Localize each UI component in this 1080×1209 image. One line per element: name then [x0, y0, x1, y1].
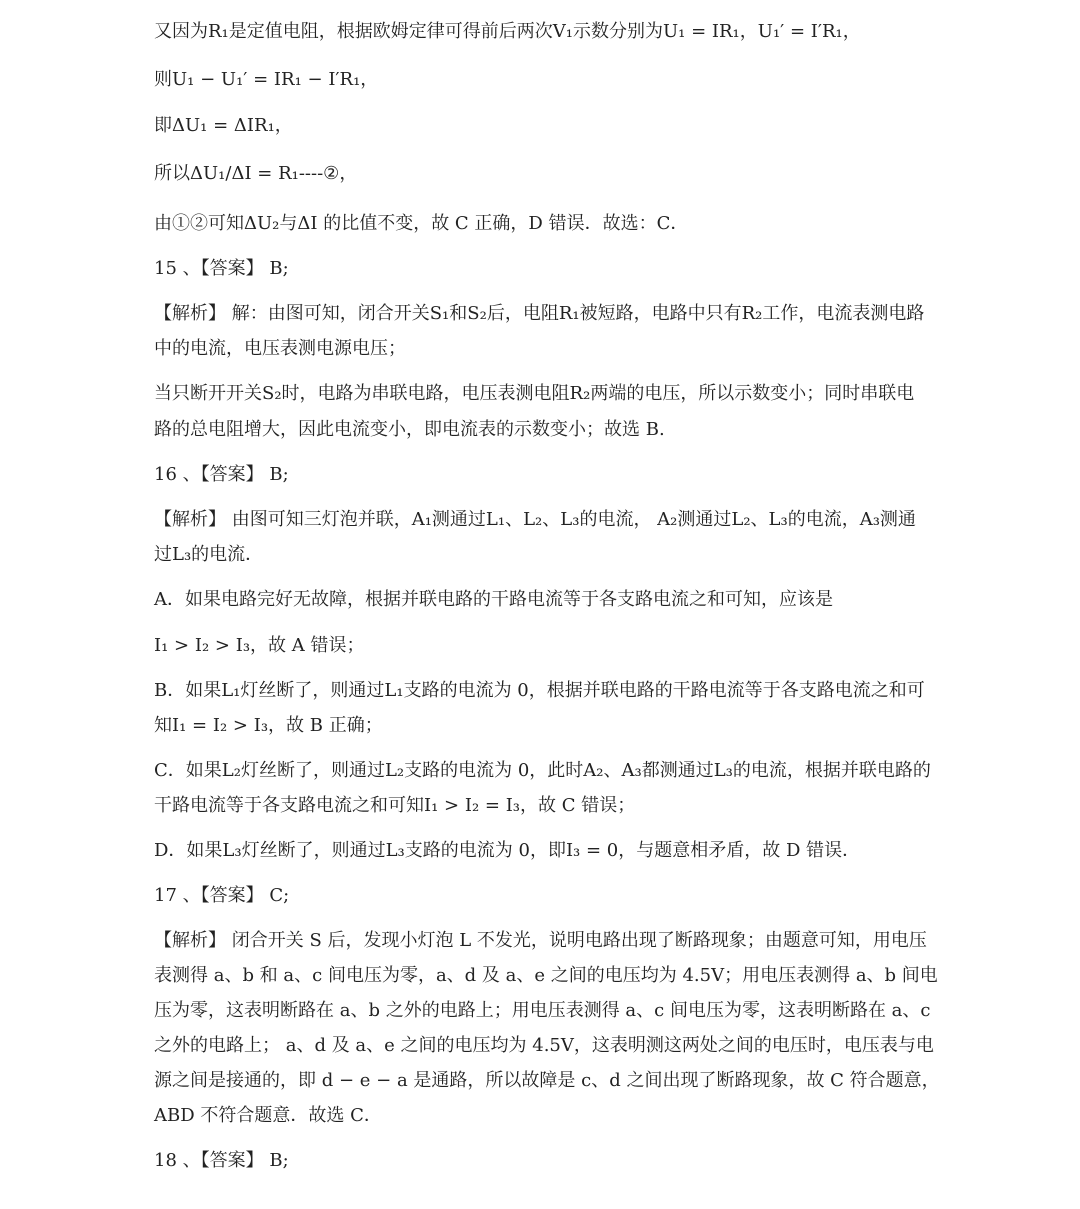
- text-line: 即ΔU₁ = ΔIR₁，: [154, 115, 293, 136]
- text-line: 表测得 a、b 和 a、c 间电压为零，a、d 及 a、e 之间的电压均为 4.5V；用电压表测得 a、b 间电: [154, 965, 938, 986]
- text-line: I₁ > I₂ > I₃，故 A 错误；: [154, 635, 365, 656]
- text-line: A．如果电路完好无故障，根据并联电路的干路电流等于各支路电流之和可知，应该是: [154, 589, 833, 610]
- text-line: ABD 不符合题意．故选 C．: [154, 1105, 382, 1126]
- text-line: 则U₁ − U₁′ = IR₁ − I′R₁，: [154, 69, 379, 90]
- text-line: 所以ΔU₁/ΔI = R₁----②，: [154, 163, 358, 184]
- answer-heading-18: 18 、【答案】 B;: [154, 1150, 289, 1171]
- text-line: 路的总电阻增大，因此电流变小，即电流表的示数变小；故选 B.: [154, 419, 665, 440]
- text-line: 之外的电路上； a、d 及 a、e 之间的电压均为 4.5V，这表明测这两处之间的电压时，电压表与电: [154, 1035, 934, 1056]
- text-line: 当只断开开关S₂时，电路为串联电路，电压表测电阻R₂两端的电压，所以示数变小；同时串联电: [154, 383, 915, 404]
- text-line: 知I₁ = I₂ > I₃，故 B 正确；: [154, 715, 383, 736]
- text-line: 压为零，这表明断路在 a、b 之外的电路上；用电压表测得 a、c 间电压为零，这表明断路在 a、c: [154, 1000, 931, 1021]
- text-line: B．如果L₁灯丝断了，则通过L₁支路的电流为 0，根据并联电路的干路电流等于各支路电流之和可: [154, 680, 925, 701]
- text-line: 干路电流等于各支路电流之和可知I₁ > I₂ = I₃，故 C 错误；: [154, 795, 636, 816]
- text-line: 【解析】 闭合开关 S 后，发现小灯泡 L 不发光，说明电路出现了断路现象；由题意可知，用电压: [154, 930, 927, 951]
- answer-heading-15: 15 、【答案】 B;: [154, 258, 289, 279]
- text-line: C．如果L₂灯丝断了，则通过L₂支路的电流为 0，此时A₂、A₃都测通过L₃的电流，根据并联电路的: [154, 760, 931, 781]
- text-line: 又因为R₁是定值电阻，根据欧姆定律可得前后两次V₁示数分别为U₁ = IR₁，U₁′ = I′R₁，: [154, 21, 861, 42]
- text-line: 【解析】 由图可知三灯泡并联，A₁测通过L₁、L₂、L₃的电流， A₂测通过L₂、L₃的电流，A₃测通: [154, 509, 916, 530]
- answer-heading-17: 17 、【答案】 C;: [154, 885, 290, 906]
- text-line: 源之间是接通的，即 d − e − a 是通路，所以故障是 c、d 之间出现了断路现象，故 C 符合题意，: [154, 1070, 940, 1091]
- text-line: 【解析】 解：由图可知，闭合开关S₁和S₂后，电阻R₁被短路，电路中只有R₂工作，电流表测电路: [154, 303, 925, 324]
- text-line: D．如果L₃灯丝断了，则通过L₃支路的电流为 0，即I₃ = 0，与题意相矛盾，故 D 错误．: [154, 840, 861, 861]
- text-line: 过L₃的电流．: [154, 544, 264, 565]
- answer-heading-16: 16 、【答案】 B;: [154, 464, 289, 485]
- text-line: 中的电流，电压表测电源电压；: [154, 338, 406, 359]
- text-line: 由①②可知ΔU₂与ΔI 的比值不变，故 C 正确，D 错误．故选：C．: [154, 213, 689, 234]
